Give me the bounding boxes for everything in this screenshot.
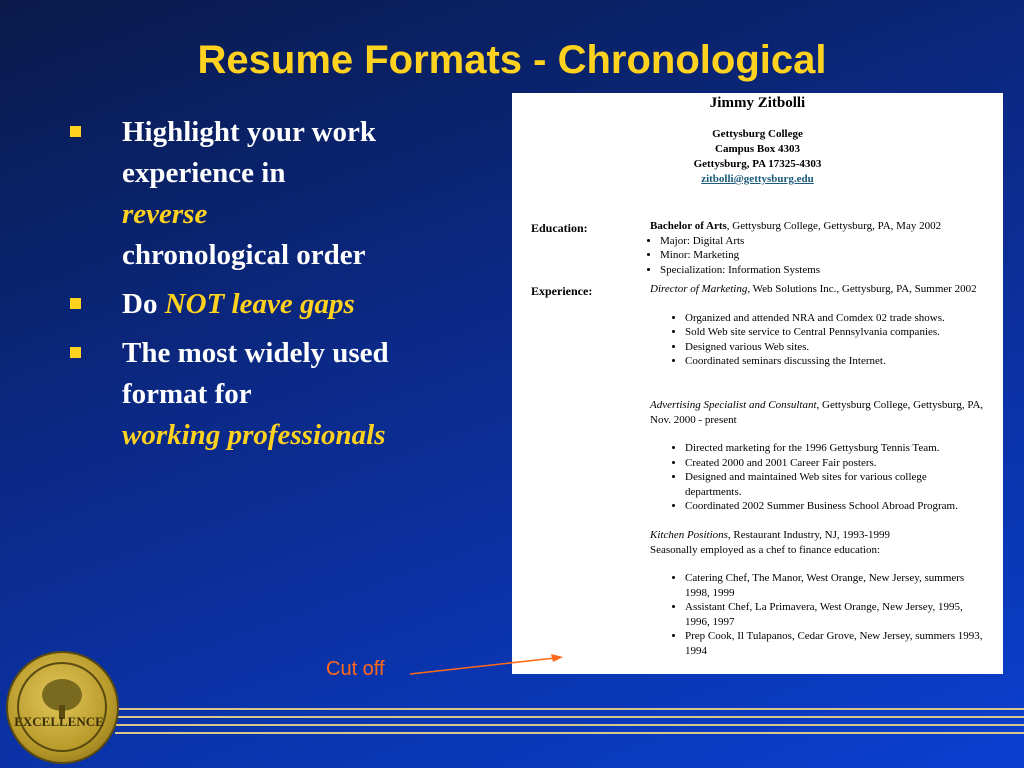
job-entry bbox=[650, 282, 985, 369]
bullet-square-icon bbox=[70, 126, 81, 137]
job-entry bbox=[650, 528, 985, 658]
list-item: • Major: Digital Arts bbox=[660, 234, 985, 249]
job-details: , Gettysburg College, Gettysburg, PA, Nov. 2000 - present bbox=[650, 399, 984, 426]
list-item: • Coordinated seminars discussing the Internet. bbox=[685, 354, 985, 369]
job-subtitle: Seasonally employed as a chef to finance education: bbox=[650, 543, 880, 556]
job-title: Advertising Specialist and Consultant bbox=[650, 399, 817, 411]
job-title: Director of Marketing bbox=[650, 283, 748, 295]
list-item: • Created 2000 and 2001 Career Fair posters. bbox=[685, 456, 985, 471]
university-seal-logo bbox=[6, 651, 119, 764]
bullet-emphasis: reverse bbox=[122, 198, 208, 230]
resume-contact bbox=[512, 127, 1003, 187]
address-line: Campus Box 4303 bbox=[715, 143, 800, 155]
degree-details: , Gettysburg College, Gettysburg, PA, May 2002 bbox=[726, 220, 942, 232]
address-line: Gettysburg College bbox=[712, 128, 803, 140]
list-item: • Specialization: Information Systems bbox=[660, 263, 985, 278]
job-details: , Restaurant Industry, NJ, 1993-1999 bbox=[727, 529, 891, 541]
bullet-emphasis: NOT leave gaps bbox=[164, 288, 355, 320]
degree: Bachelor of Arts bbox=[650, 220, 727, 232]
list-item: • Designed various Web sites. bbox=[685, 340, 985, 355]
list-item: • Minor: Marketing bbox=[660, 248, 985, 263]
list-item: • Assistant Chef, La Primavera, West Orange, New Jersey, 1995, 1996, 1997 bbox=[685, 600, 985, 629]
bullet-square-icon bbox=[70, 347, 81, 358]
list-item: • Designed and maintained Web sites for various college departments. bbox=[685, 470, 985, 499]
arrow-icon bbox=[405, 650, 570, 680]
slide-title: Resume Formats - Chronological bbox=[197, 38, 827, 82]
job-entry bbox=[650, 398, 985, 514]
bullet-text: chronological order bbox=[122, 239, 366, 271]
list-item: • Sold Web site service to Central Pennsylvania companies. bbox=[685, 325, 985, 340]
bullet-item bbox=[70, 333, 410, 456]
list-item: • Coordinated 2002 Summer Business School Abroad Program. bbox=[685, 499, 985, 514]
education-block bbox=[650, 219, 985, 277]
decorative-lines bbox=[115, 708, 1024, 738]
bullet-text: Highlight your work experience in bbox=[122, 116, 377, 189]
list-item: • Organized and attended NRA and Comdex 02 trade shows. bbox=[685, 311, 985, 326]
bullet-text: Do bbox=[122, 288, 165, 320]
bullet-emphasis: working professionals bbox=[122, 419, 386, 451]
list-item: • Prep Cook, Il Tulapanos, Cedar Grove, New Jersey, summers 1993, 1994 bbox=[685, 629, 985, 658]
seal-text: EXCELLENCE bbox=[14, 714, 104, 729]
bullet-list bbox=[70, 112, 410, 464]
list-item: • Directed marketing for the 1996 Gettysburg Tennis Team. bbox=[685, 441, 985, 456]
resume-name: Jimmy Zitbolli bbox=[709, 95, 806, 111]
bullet-item bbox=[70, 112, 410, 276]
address-line: Gettysburg, PA 17325-4303 bbox=[693, 158, 822, 170]
resume-image bbox=[512, 93, 1003, 674]
job-details: , Web Solutions Inc., Gettysburg, PA, Summer 2002 bbox=[747, 283, 977, 295]
job-title: Kitchen Positions bbox=[650, 529, 728, 541]
bullet-item bbox=[70, 284, 410, 325]
tree-icon bbox=[8, 653, 117, 762]
education-label: Education: bbox=[531, 221, 588, 235]
bullet-square-icon bbox=[70, 298, 81, 309]
experience-label: Experience: bbox=[531, 284, 593, 298]
bullet-text: The most widely used format for bbox=[122, 337, 389, 410]
cut-off-annotation: Cut off bbox=[326, 658, 385, 680]
resume-email-link[interactable]: zitbolli@gettysburg.edu bbox=[701, 173, 814, 185]
list-item: • Catering Chef, The Manor, West Orange, New Jersey, summers 1998, 1999 bbox=[685, 571, 985, 600]
